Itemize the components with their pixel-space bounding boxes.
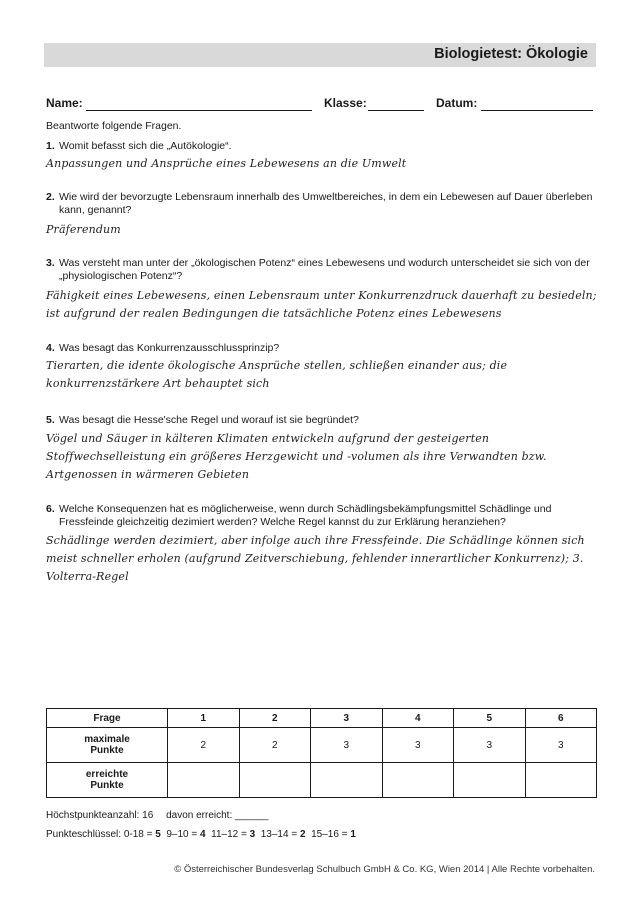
question-number: 5.: [46, 414, 55, 426]
date-field[interactable]: [481, 96, 593, 111]
page-title: Biologietest: Ökologie: [434, 46, 588, 62]
question-text: Wie wird der bevorzugte Lebensraum innerhalb des Umweltbereiches, in dem ein Lebewesen auf Dauer überleben kann, genannt?: [59, 191, 593, 216]
table-header-cell: 2: [239, 709, 311, 728]
score-table: [46, 708, 597, 798]
table-cell: 2: [239, 728, 311, 763]
table-cell: 3: [382, 728, 454, 763]
score-entry-cell[interactable]: [454, 763, 526, 798]
table-cell: 3: [525, 728, 597, 763]
date-label: Datum:: [436, 96, 478, 110]
question-number: 3.: [46, 257, 55, 269]
key-grade: 3: [249, 829, 256, 840]
key-grade: 4: [200, 829, 206, 840]
score-entry-cell[interactable]: [168, 763, 240, 798]
answer-2: Präferendum: [46, 223, 121, 236]
question-text: Was versteht man unter der „ökologischen Potenz“ eines Lebewesens und wodurch unterscheidet sie sich von der „physiologischen Potenz“?: [59, 257, 590, 282]
key-range: 13–14 =: [260, 829, 298, 840]
table-header-cell: Frage: [47, 709, 168, 728]
name-field[interactable]: [86, 96, 312, 111]
table-header-cell: 6: [525, 709, 597, 728]
key-label: Punkteschlüssel:: [46, 829, 122, 840]
key-range: 11–12 =: [211, 829, 247, 840]
question-text: Was besagt das Konkurrenzausschlussprinzip?: [59, 342, 280, 354]
question-number: 4.: [46, 342, 55, 354]
answer-3: Fähigkeit eines Lebewesens, einen Lebensraum unter Konkurrenzdruck dauerhaft zu besiedeln; ist aufgrund der realen Bedingungen die tatsächliche Potenz eines Lebewesens: [46, 289, 597, 320]
row-label-line: maximale: [84, 734, 130, 745]
table-header-cell: 4: [382, 709, 454, 728]
key-range: 0-18 =: [123, 829, 153, 840]
grading-key: [46, 829, 356, 840]
table-header-cell: 5: [454, 709, 526, 728]
total-label: Höchstpunkteanzahl: 16: [46, 810, 154, 821]
score-entry-cell[interactable]: [239, 763, 311, 798]
question-number: 6.: [46, 503, 55, 515]
score-entry-cell[interactable]: [311, 763, 383, 798]
table-row: [47, 728, 597, 763]
key-grade: 5: [155, 829, 161, 840]
answer-6: Schädlinge werden dezimiert, aber infolge auch ihre Fressfeinde. Die Schädlinge können sich meist schneller erholen (aufgrund Zeitverschiebung, fehlender innerartlicher Konkurrenz); 3. Volterra-Regel: [46, 534, 585, 583]
question-text: Welche Konsequenzen hat es möglicherweise, wenn durch Schädlingsbekämpfungsmittel Schädlinge und Fressfeinde gleichzeitig dezimiert werden? Welche Regel kannst du zur Erklärung heranziehen?: [59, 503, 552, 528]
answer-4: Tierarten, die idente ökologische Ansprüche stellen, schließen einander aus; die konkurrenzstärkere Art behauptet sich: [46, 359, 508, 390]
key-range: 15–16 =: [311, 829, 348, 840]
row-label-line: erreichte: [85, 769, 129, 780]
name-label: Name:: [46, 96, 83, 110]
total-points: [46, 810, 268, 821]
table-cell: 2: [168, 728, 240, 763]
answer-5: Vögel und Säuger in kälteren Klimaten entwickeln aufgrund der gesteigerten Stoffwechselleistung ein größeres Herzgewicht und -volumen als ihre Verwandten bzw. Artgenossen in wärmeren Gebieten: [46, 432, 547, 481]
table-cell: 3: [454, 728, 526, 763]
question-number: 1.: [46, 140, 55, 152]
answer-1: Anpassungen und Ansprüche eines Lebewesens an die Umwelt: [46, 157, 407, 170]
question-text: Womit befasst sich die „Autökologie“.: [59, 140, 232, 152]
row-label: [47, 763, 168, 798]
instructions: Beantworte folgende Fragen.: [46, 120, 182, 132]
achieved-label: davon erreicht: ______: [166, 810, 269, 821]
key-grade: 1: [350, 829, 356, 840]
table-header-cell: 1: [168, 709, 240, 728]
key-range: 9–10 =: [166, 829, 198, 840]
question-number: 2.: [46, 191, 55, 203]
row-label-line: Punkte: [90, 745, 124, 756]
class-field[interactable]: [368, 96, 424, 111]
row-label-line: Punkte: [90, 780, 124, 791]
info-row: [46, 96, 598, 114]
question-text: Was besagt die Hesse'sche Regel und worauf ist sie begründet?: [59, 414, 359, 426]
header-bar: [44, 43, 596, 67]
table-row: [47, 763, 597, 798]
copyright: © Österreichischer Bundesverlag Schulbuch GmbH & Co. KG, Wien 2014 | Alle Rechte vorbehalten.: [174, 864, 595, 875]
table-header-cell: 3: [311, 709, 383, 728]
class-label: Klasse:: [324, 96, 367, 110]
score-entry-cell[interactable]: [525, 763, 597, 798]
row-label: [47, 728, 168, 763]
table-cell: 3: [311, 728, 383, 763]
table-header-row: [47, 709, 597, 728]
key-grade: 2: [299, 829, 306, 840]
score-entry-cell[interactable]: [382, 763, 454, 798]
